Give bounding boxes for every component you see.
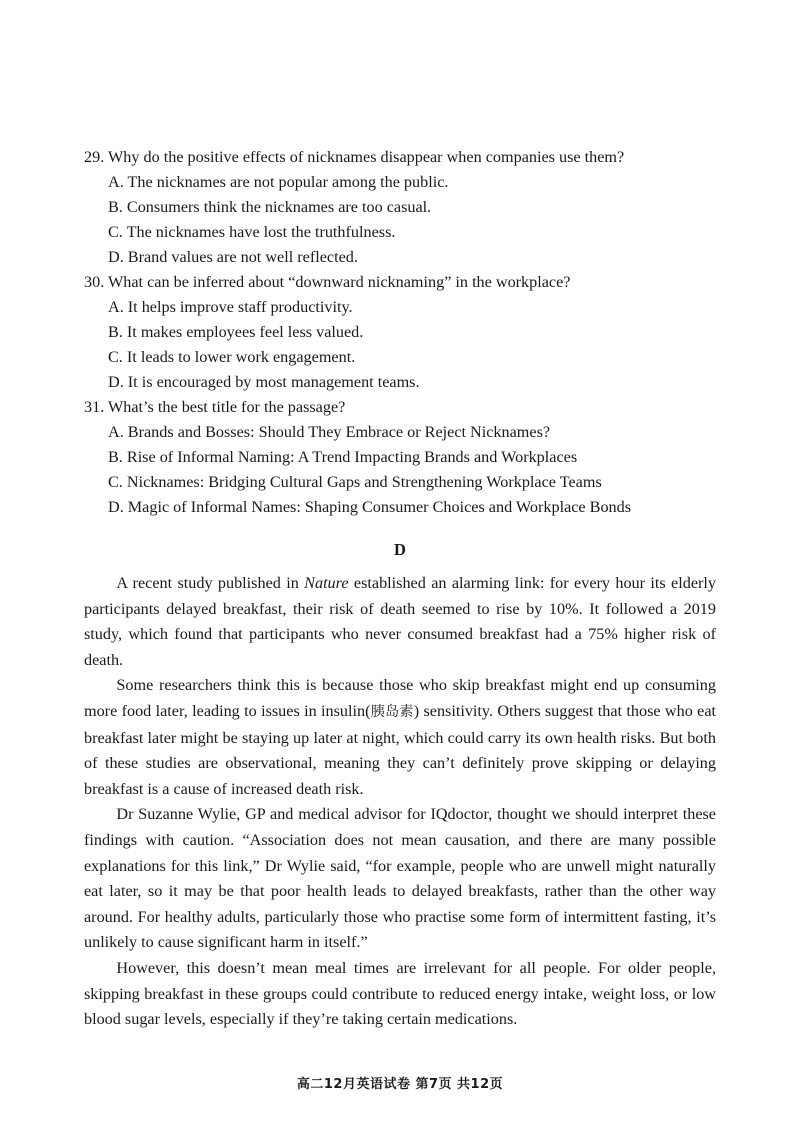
- option-a: A. It helps improve staff productivity.: [108, 298, 353, 316]
- option-a: A. The nicknames are not popular among the public.: [108, 173, 449, 191]
- option-d: D. It is encouraged by most management teams.: [108, 373, 420, 391]
- page-footer: 高二12月英语试卷 第7页 共12页: [296, 1077, 504, 1092]
- option-c: C. Nicknames: Bridging Cultural Gaps and Strengthening Workplace Teams: [108, 473, 602, 491]
- question-31: [84, 395, 764, 520]
- question-stem: 31. What’s the best title for the passage?: [84, 398, 346, 416]
- paragraph-text: A recent study published in: [116, 574, 305, 592]
- section-title: D: [394, 540, 406, 559]
- journal-name: Nature: [304, 574, 349, 592]
- paragraph-2: [84, 673, 716, 802]
- paragraph-4: However, this doesn’t mean meal times are irrelevant for all people. For older people, skipping breakfast in these groups could contribute to reduced energy intake, weight loss, or low blood sugar levels, especially if they’re taking certain medications.: [84, 958, 716, 1029]
- option-b: B. Rise of Informal Naming: A Trend Impacting Brands and Workplaces: [108, 448, 578, 466]
- option-d: D. Brand values are not well reflected.: [108, 248, 358, 266]
- paragraph-3: Dr Suzanne Wylie, GP and medical advisor for IQdoctor, thought we should interpret these findings with caution. “Association does not mean causation, and there are many possible explanations for this link,” Dr Wylie said, “for example, people who are unwell might naturally eat later, so it may be that poor health leads to delayed breakfasts, rather than the other way around. For healthy adults, particularly those who practise some form of intermittent fasting, it’s unlikely to cause significant harm in itself.”: [84, 805, 716, 952]
- option-c: C. The nicknames have lost the truthfulness.: [108, 223, 396, 241]
- paragraph-text: ) sensitivity. Others suggest that those who eat breakfast later might be staying up later at night, which could carry its own health risks. But both of these studies are observational, meaning they can’t definitely prove skipping or delaying breakfast is a cause of increased death risk.: [84, 701, 717, 798]
- question-stem: 29. Why do the positive effects of nicknames disappear when companies use them?: [84, 148, 625, 166]
- reading-passage: [84, 571, 716, 1033]
- paragraph-text: Some researchers think this is because those who skip breakfast might end up consuming more food later, leading to issues in insulin(: [84, 676, 716, 720]
- paragraph-text: established an alarming link: for every hour its elderly participants delayed breakfast, their risk of death seemed to rise by 10%. It followed a 2019 study, which found that participants who never consumed breakfast had a 75% higher risk of death.: [84, 574, 716, 669]
- option-a: A. Brands and Bosses: Should They Embrace or Reject Nicknames?: [108, 423, 551, 441]
- chinese-gloss: 胰岛素: [370, 703, 414, 720]
- question-stem: 30. What can be inferred about “downward nicknaming” in the workplace?: [84, 273, 571, 291]
- question-29: [84, 145, 764, 270]
- option-b: B. Consumers think the nicknames are too casual.: [108, 198, 432, 216]
- option-c: C. It leads to lower work engagement.: [108, 348, 356, 366]
- option-b: B. It makes employees feel less valued.: [108, 323, 364, 341]
- paragraph-1: [84, 571, 716, 673]
- option-d: D. Magic of Informal Names: Shaping Consumer Choices and Workplace Bonds: [108, 498, 632, 516]
- question-30: [84, 270, 764, 395]
